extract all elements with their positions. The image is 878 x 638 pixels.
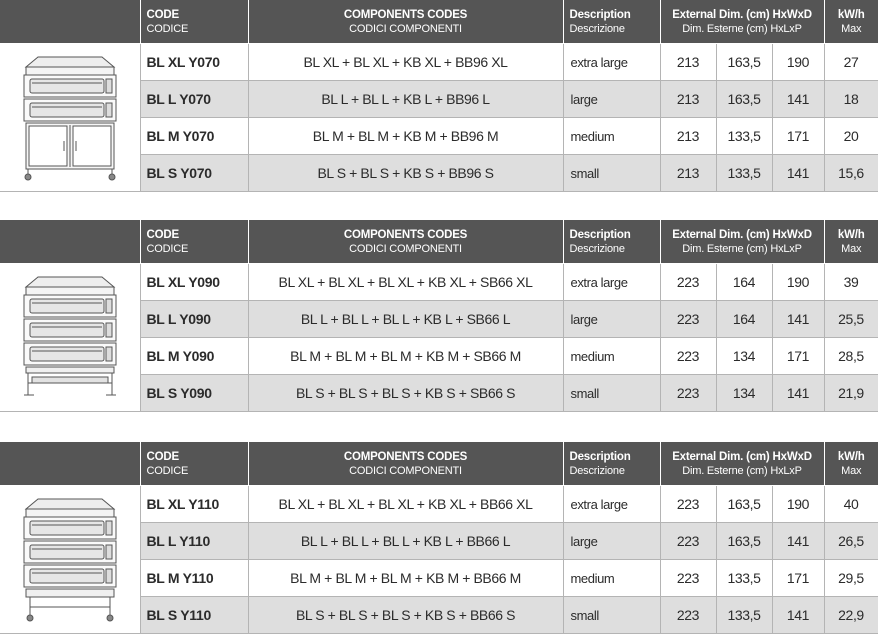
header-power-sublabel: Max: [841, 464, 862, 477]
oven-three-decks-shelf-icon: [18, 273, 122, 403]
spec-table-section-y110: [0, 442, 878, 634]
row-power: 21,9: [824, 375, 878, 412]
header-power-label: kW/h: [837, 228, 865, 241]
row-width: 133,5: [716, 155, 772, 192]
table-header-row: [0, 220, 878, 264]
header-components-label: COMPONENTS CODES: [343, 450, 468, 463]
row-depth: 190: [772, 44, 824, 81]
row-height: 223: [660, 338, 716, 375]
header-components-sublabel: CODICI COMPONENTI: [349, 464, 462, 477]
header-components: [248, 0, 563, 44]
row-height: 213: [660, 44, 716, 81]
row-width: 133,5: [716, 118, 772, 155]
spec-table-section-y070: [0, 0, 878, 192]
header-description-label: Description: [569, 228, 631, 241]
row-power: 25,5: [824, 301, 878, 338]
row-power: 20: [824, 118, 878, 155]
row-power: 26,5: [824, 523, 878, 560]
header-dimensions-label: External Dim. (cm) HxWxD: [672, 8, 812, 21]
row-components: BL S + BL S + KB S + BB96 S: [248, 155, 563, 192]
row-components: BL S + BL S + BL S + KB S + BB66 S: [248, 597, 563, 634]
header-code: [140, 0, 248, 44]
header-code-label: CODE: [146, 8, 179, 21]
header-power-sublabel: Max: [841, 22, 862, 35]
oven-image: [0, 44, 140, 192]
header-power: [824, 0, 878, 44]
row-components: BL M + BL M + KB M + BB96 M: [248, 118, 563, 155]
row-height: 213: [660, 155, 716, 192]
table-row: [0, 44, 878, 81]
row-components: BL S + BL S + BL S + KB S + SB66 S: [248, 375, 563, 412]
row-height: 213: [660, 118, 716, 155]
row-code: BL S Y090: [140, 375, 248, 412]
row-width: 133,5: [716, 597, 772, 634]
spec-table: [0, 220, 878, 412]
header-code-label: CODE: [146, 450, 179, 463]
row-power: 15,6: [824, 155, 878, 192]
header-power: [824, 220, 878, 264]
header-code-sublabel: CODICE: [146, 242, 189, 255]
row-height: 223: [660, 264, 716, 301]
row-code: BL S Y070: [140, 155, 248, 192]
row-code: BL XL Y070: [140, 44, 248, 81]
header-image-spacer: [0, 0, 140, 44]
header-description-label: Description: [569, 450, 631, 463]
table-row: [0, 264, 878, 301]
header-code: [140, 220, 248, 264]
row-height: 223: [660, 486, 716, 523]
header-description: [563, 220, 660, 264]
spec-table: [0, 442, 878, 634]
header-dimensions: [660, 0, 824, 44]
row-height: 223: [660, 523, 716, 560]
table-header-row: [0, 442, 878, 486]
row-components: BL XL + BL XL + BL XL + KB XL + BB66 XL: [248, 486, 563, 523]
row-components: BL M + BL M + BL M + KB M + SB66 M: [248, 338, 563, 375]
row-depth: 171: [772, 118, 824, 155]
row-width: 163,5: [716, 523, 772, 560]
header-code-sublabel: CODICE: [146, 464, 189, 477]
row-width: 163,5: [716, 44, 772, 81]
row-depth: 141: [772, 375, 824, 412]
spec-table: [0, 0, 878, 192]
header-dimensions: [660, 442, 824, 486]
oven-image: [0, 486, 140, 634]
row-depth: 141: [772, 301, 824, 338]
row-width: 164: [716, 301, 772, 338]
row-depth: 171: [772, 338, 824, 375]
row-power: 29,5: [824, 560, 878, 597]
oven-image: [0, 264, 140, 412]
header-code: [140, 442, 248, 486]
header-description: [563, 442, 660, 486]
row-code: BL L Y070: [140, 81, 248, 118]
header-description-sublabel: Descrizione: [569, 464, 625, 477]
row-depth: 190: [772, 486, 824, 523]
row-description: medium: [563, 118, 660, 155]
row-description: extra large: [563, 486, 660, 523]
row-description: large: [563, 81, 660, 118]
header-components-label: COMPONENTS CODES: [343, 228, 468, 241]
row-code: BL M Y090: [140, 338, 248, 375]
header-power-sublabel: Max: [841, 242, 862, 255]
row-components: BL XL + BL XL + BL XL + KB XL + SB66 XL: [248, 264, 563, 301]
row-code: BL M Y070: [140, 118, 248, 155]
row-description: extra large: [563, 264, 660, 301]
header-code-label: CODE: [146, 228, 179, 241]
row-components: BL XL + BL XL + KB XL + BB96 XL: [248, 44, 563, 81]
row-power: 40: [824, 486, 878, 523]
row-width: 163,5: [716, 486, 772, 523]
row-depth: 141: [772, 597, 824, 634]
row-depth: 141: [772, 81, 824, 118]
row-code: BL M Y110: [140, 560, 248, 597]
row-code: BL XL Y090: [140, 264, 248, 301]
row-code: BL L Y090: [140, 301, 248, 338]
row-power: 27: [824, 44, 878, 81]
header-description-label: Description: [569, 8, 631, 21]
header-description-sublabel: Descrizione: [569, 242, 625, 255]
header-components: [248, 442, 563, 486]
row-width: 164: [716, 264, 772, 301]
row-height: 223: [660, 301, 716, 338]
header-dimensions-sublabel: Dim. Esterne (cm) HxLxP: [682, 464, 802, 477]
table-row: [0, 486, 878, 523]
row-depth: 141: [772, 523, 824, 560]
header-code-sublabel: CODICE: [146, 22, 189, 35]
spec-table-section-y090: [0, 220, 878, 412]
row-description: large: [563, 301, 660, 338]
row-width: 134: [716, 338, 772, 375]
header-dimensions-label: External Dim. (cm) HxWxD: [672, 228, 812, 241]
row-power: 39: [824, 264, 878, 301]
header-power-label: kW/h: [837, 450, 865, 463]
row-description: medium: [563, 338, 660, 375]
header-image-spacer: [0, 220, 140, 264]
row-description: small: [563, 597, 660, 634]
row-components: BL L + BL L + BL L + KB L + SB66 L: [248, 301, 563, 338]
header-dimensions-label: External Dim. (cm) HxWxD: [672, 450, 812, 463]
header-dimensions: [660, 220, 824, 264]
row-width: 133,5: [716, 560, 772, 597]
row-components: BL L + BL L + KB L + BB96 L: [248, 81, 563, 118]
header-components-label: COMPONENTS CODES: [343, 8, 468, 21]
row-height: 223: [660, 597, 716, 634]
header-dimensions-sublabel: Dim. Esterne (cm) HxLxP: [682, 242, 802, 255]
row-height: 223: [660, 560, 716, 597]
header-description: [563, 0, 660, 44]
row-components: BL L + BL L + BL L + KB L + BB66 L: [248, 523, 563, 560]
row-width: 134: [716, 375, 772, 412]
header-components-sublabel: CODICI COMPONENTI: [349, 242, 462, 255]
row-width: 163,5: [716, 81, 772, 118]
row-description: medium: [563, 560, 660, 597]
row-power: 22,9: [824, 597, 878, 634]
row-depth: 190: [772, 264, 824, 301]
row-power: 18: [824, 81, 878, 118]
header-power: [824, 442, 878, 486]
header-components: [248, 220, 563, 264]
table-header-row: [0, 0, 878, 44]
header-power-label: kW/h: [837, 8, 865, 21]
oven-two-decks-cabinet-icon: [18, 53, 122, 183]
header-dimensions-sublabel: Dim. Esterne (cm) HxLxP: [682, 22, 802, 35]
header-image-spacer: [0, 442, 140, 486]
row-components: BL M + BL M + BL M + KB M + BB66 M: [248, 560, 563, 597]
row-code: BL L Y110: [140, 523, 248, 560]
row-description: small: [563, 375, 660, 412]
row-height: 213: [660, 81, 716, 118]
row-description: small: [563, 155, 660, 192]
header-description-sublabel: Descrizione: [569, 22, 625, 35]
oven-three-decks-stand-icon: [18, 495, 122, 625]
row-depth: 171: [772, 560, 824, 597]
row-code: BL S Y110: [140, 597, 248, 634]
header-components-sublabel: CODICI COMPONENTI: [349, 22, 462, 35]
row-depth: 141: [772, 155, 824, 192]
row-height: 223: [660, 375, 716, 412]
row-power: 28,5: [824, 338, 878, 375]
row-code: BL XL Y110: [140, 486, 248, 523]
row-description: extra large: [563, 44, 660, 81]
row-description: large: [563, 523, 660, 560]
